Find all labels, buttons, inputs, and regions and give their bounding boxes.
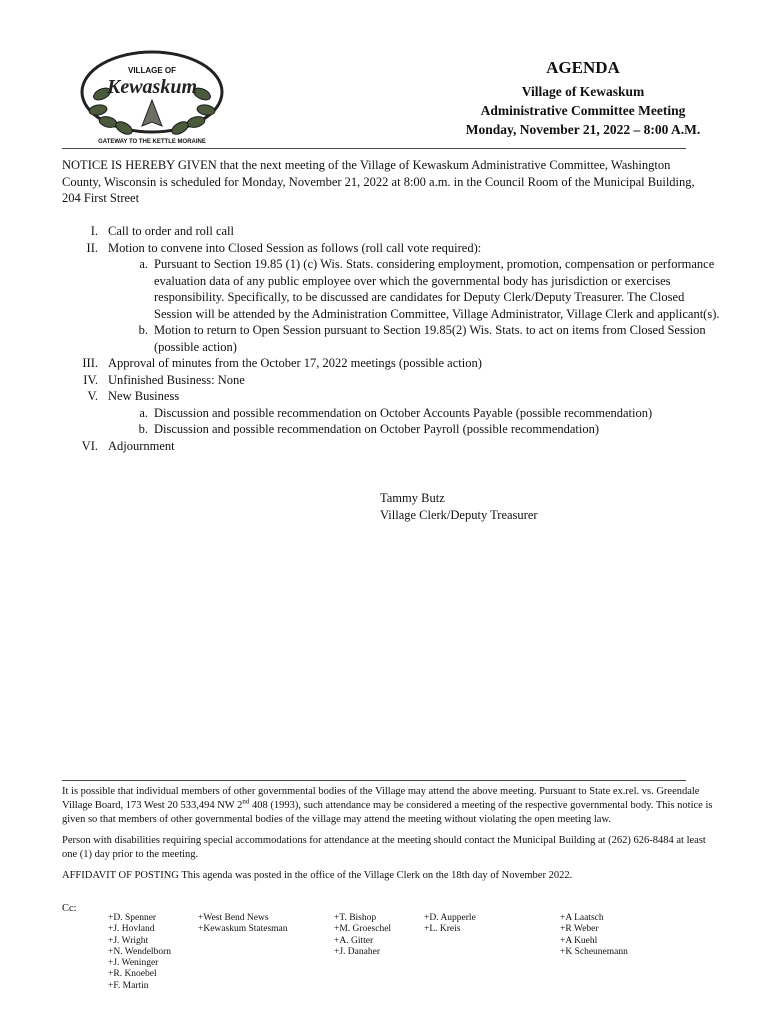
subitem-text: Discussion and possible recommendation on October Payroll (possible recommendation): [154, 422, 600, 436]
logo-line1: VILLAGE OF: [128, 66, 176, 75]
item-text: Call to order and roll call: [108, 224, 235, 238]
item-text: New Business: [108, 389, 180, 403]
agenda-subitem: [128, 256, 722, 322]
item-text: Unfinished Business: None: [108, 372, 245, 387]
agenda-item: [62, 223, 722, 240]
agenda-item: [62, 438, 722, 455]
footer-divider: [62, 780, 686, 781]
header-committee: Administrative Committee Meeting: [480, 103, 686, 118]
agenda-item: [62, 355, 722, 372]
agenda-subitem: [128, 322, 722, 355]
accessibility-notice: Person with disabilities requiring special accommodations for attendance at the meeting should contact the Municipal Building at (262) 626-8484 at least one (1) day prior to the meeting.: [62, 835, 706, 860]
cc-column-3: [334, 913, 391, 958]
agenda-item: [62, 372, 722, 389]
item-number: VI.: [81, 438, 98, 453]
cc-recipient: +R Weber: [560, 924, 599, 935]
cc-recipient: +J. Hovland: [108, 924, 155, 935]
subitem-letter: b.: [138, 323, 148, 337]
signer-name: Tammy Butz: [380, 491, 445, 505]
notice-text-part: 408 (1993), such attendance may be considered a meeting of the respective governmental body. This notice is given so that members of other governmental bodies of the village may attend the meeting without violating the open meeting law.: [62, 800, 713, 825]
cc-recipient: +A Laatsch: [560, 913, 604, 923]
agenda-subitem: [128, 421, 722, 438]
agenda-list: [62, 223, 722, 454]
cc-recipient: +F. Martin: [108, 980, 149, 991]
cc-column-2: [198, 913, 288, 936]
cc-recipient: +N. Wendelborn: [108, 946, 171, 957]
signature-block: [380, 490, 538, 523]
item-number: I.: [90, 224, 98, 238]
cc-label: Cc:: [62, 903, 77, 914]
meeting-notice: NOTICE IS HEREBY GIVEN that the next meeting of the Village of Kewaskum Administrative Committee, Washington County, Wisconsin is scheduled for Monday, November 21, 2022 at 8:00 a.m. in the Council Room of the Municipal Building, 204 First Street: [62, 158, 695, 205]
agenda-item: [62, 388, 722, 405]
header-village: Village of Kewaskum: [521, 84, 645, 99]
cc-recipient: +A Kuehl: [560, 935, 598, 946]
item-number: V.: [87, 389, 98, 403]
kewaskum-logo-graphic: [78, 46, 226, 146]
cc-recipient: +D. Aupperle: [424, 913, 476, 923]
open-meeting-notice: [62, 785, 714, 827]
cc-column-5: [560, 913, 628, 958]
item-text: Adjournment: [108, 438, 175, 453]
header-datetime: Monday, November 21, 2022 – 8:00 A.M.: [465, 122, 701, 137]
agenda-title: AGENDA: [546, 58, 620, 77]
cc-recipient: +J. Wright: [108, 935, 149, 946]
village-logo: [78, 46, 226, 146]
notice-text-part: It is possible that individual members of other governmental bodies of the Village may attend the above meeting. Pursuant to State ex.rel. vs. Greendale Village Board, 173 West 20 533,494 NW 2: [62, 786, 700, 811]
subitem-letter: a.: [139, 257, 148, 271]
subitem-text: Pursuant to Section 19.85 (1) (c) Wis. Stats. considering employment, promotion, compensation or performance evaluation data of any public employee over which the governmental body has jurisdiction or exercises responsibility. Specifically, to be discussed are candidates for Deputy Clerk/Deputy Treasurer. The Closed Session will be attended by the Administration Committee, Village Administrator, Village Clerk and applicant(s).: [154, 257, 720, 321]
subitem-letter: a.: [139, 405, 148, 420]
agenda-header: [420, 58, 746, 139]
item-number: IV.: [83, 372, 98, 387]
footer-notes: [62, 785, 714, 890]
cc-recipient: +J. Danaher: [334, 946, 380, 957]
header-divider: [62, 148, 686, 149]
cc-recipient: +M. Groeschel: [334, 924, 392, 935]
logo-line2: Kewaskum: [106, 76, 198, 98]
item-text: Approval of minutes from the October 17, 2022 meetings (possible action): [108, 356, 482, 370]
cc-recipient: +R. Knoebel: [108, 969, 157, 980]
ordinal-superscript: nd: [242, 797, 250, 806]
cc-recipient: +T. Bishop: [334, 913, 377, 923]
subitem-letter: b.: [138, 422, 148, 436]
agenda-subitem: [128, 405, 722, 422]
item-number: II.: [86, 240, 98, 255]
subitem-text: Motion to return to Open Session pursuant to Section 19.85(2) Wis. Stats. to act on items from Closed Session (possible action): [154, 323, 706, 354]
cc-column-4: [424, 913, 476, 936]
logo-tagline: GATEWAY TO THE KETTLE MORAINE: [98, 139, 206, 145]
affidavit-of-posting: AFFIDAVIT OF POSTING This agenda was posted in the office of the Village Clerk on the 18th day of November 2022.: [62, 870, 573, 881]
item-text: Motion to convene into Closed Session as follows (roll call vote required):: [108, 240, 482, 255]
cc-column-1: [108, 913, 171, 992]
cc-recipient: +D. Spenner: [108, 913, 157, 923]
cc-recipient: +L. Kreis: [424, 924, 461, 935]
cc-recipient: +K Scheunemann: [560, 946, 628, 957]
subitem-text: Discussion and possible recommendation on October Accounts Payable (possible recommendation): [154, 405, 653, 420]
cc-recipient: +J. Weninger: [108, 958, 159, 969]
agenda-item: [62, 240, 722, 257]
item-number: III.: [82, 356, 98, 370]
signer-title: Village Clerk/Deputy Treasurer: [380, 507, 538, 522]
cc-recipient: +West Bend News: [198, 913, 269, 923]
cc-recipient: +A. Gitter: [334, 935, 374, 946]
cc-recipient: +Kewaskum Statesman: [198, 924, 288, 935]
